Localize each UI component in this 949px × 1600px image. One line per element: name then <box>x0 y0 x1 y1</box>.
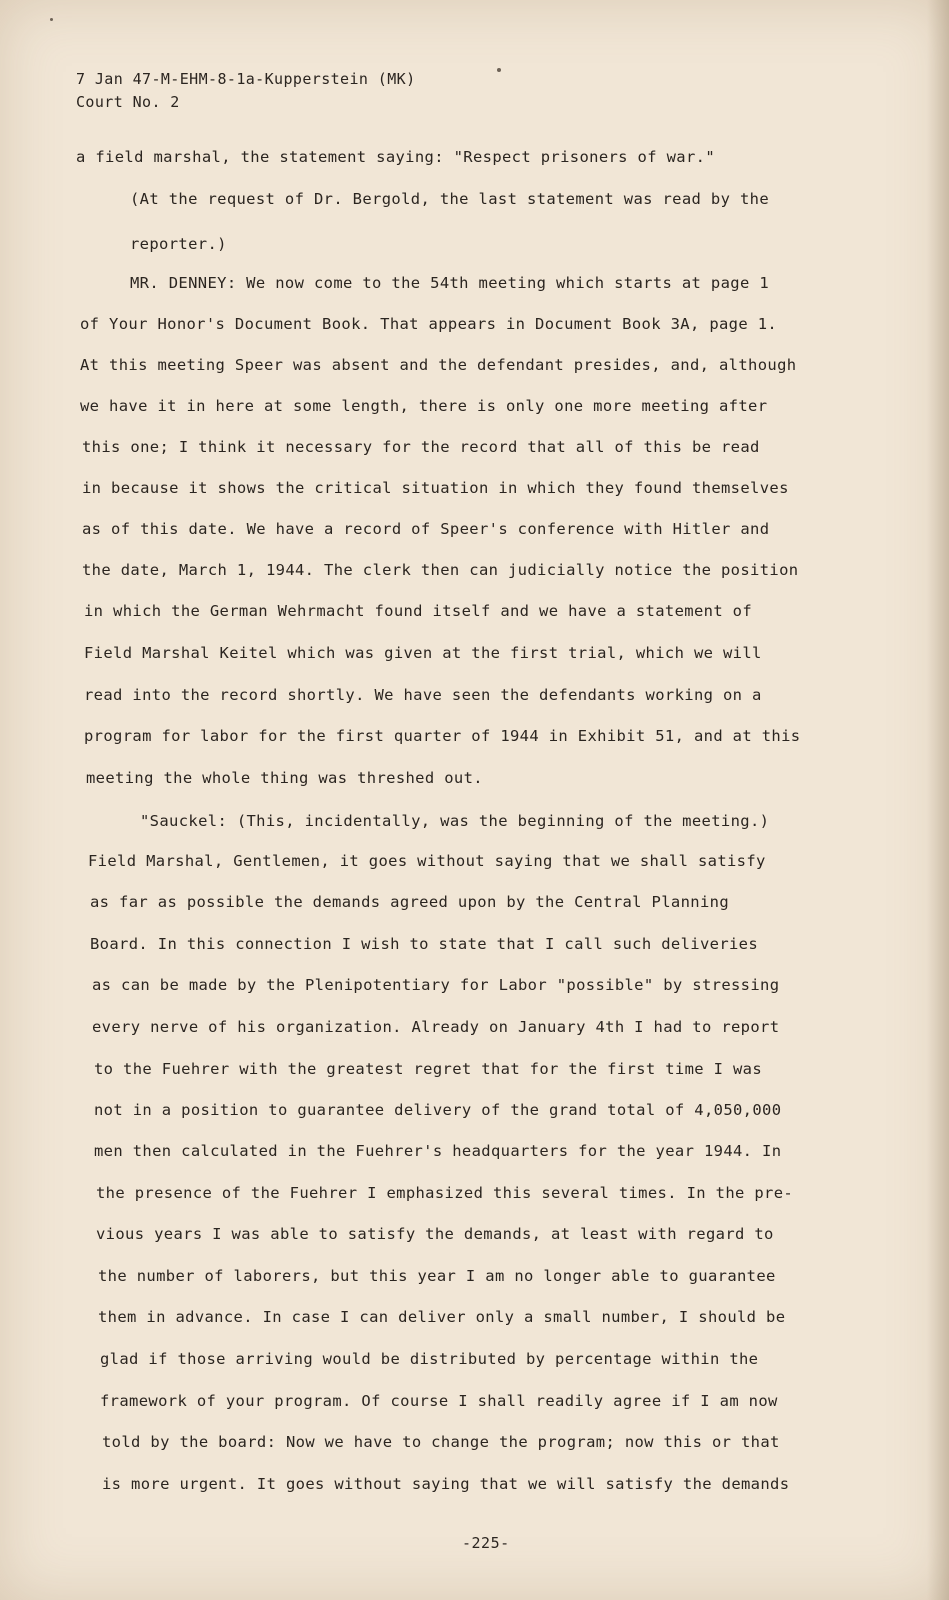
text-line: in which the German Wehrmacht found itself and we have a statement of <box>84 602 753 620</box>
text-line: in because it shows the critical situation in which they found themselves <box>82 479 789 497</box>
court-number: Court No. 2 <box>76 93 180 111</box>
text-line: this one; I think it necessary for the record that all of this be read <box>82 438 760 456</box>
text-line: Field Marshal, Gentlemen, it goes without saying that we shall satisfy <box>88 852 766 870</box>
text-line: MR. DENNEY: We now come to the 54th meeting which starts at page 1 <box>130 274 769 292</box>
text-line: glad if those arriving would be distributed by percentage within the <box>100 1350 759 1368</box>
text-line: reporter.) <box>130 235 227 253</box>
text-line: framework of your program. Of course I shall readily agree if I am now <box>100 1392 778 1410</box>
text-line: of Your Honor's Document Book. That appears in Document Book 3A, page 1. <box>80 315 778 333</box>
text-line: (At the request of Dr. Bergold, the last statement was read by the <box>130 190 769 208</box>
text-line: as can be made by the Plenipotentiary for Labor "possible" by stressing <box>92 976 780 994</box>
text-line: is more urgent. It goes without saying that we will satisfy the demands <box>102 1475 790 1493</box>
text-line: meeting the whole thing was threshed out. <box>86 769 483 787</box>
text-line: vious years I was able to satisfy the demands, at least with regard to <box>96 1225 774 1243</box>
text-line: At this meeting Speer was absent and the defendant presides, and, although <box>80 356 797 374</box>
text-line: Board. In this connection I wish to state that I call such deliveries <box>90 935 759 953</box>
text-line: to the Fuehrer with the greatest regret that for the first time I was <box>94 1060 763 1078</box>
text-line: the number of laborers, but this year I am no longer able to guarantee <box>98 1267 776 1285</box>
text-line: a field marshal, the statement saying: "Respect prisoners of war." <box>76 148 715 166</box>
paper-speck <box>497 68 501 72</box>
text-line: every nerve of his organization. Already on January 4th I had to report <box>92 1018 780 1036</box>
text-line: program for labor for the first quarter of 1944 in Exhibit 51, and at this <box>84 727 801 745</box>
text-line: not in a position to guarantee delivery of the grand total of 4,050,000 <box>94 1101 782 1119</box>
text-line: them in advance. In case I can deliver only a small number, I should be <box>98 1308 786 1326</box>
text-line: "Sauckel: (This, incidentally, was the beginning of the meeting.) <box>140 812 770 830</box>
text-line: men then calculated in the Fuehrer's headquarters for the year 1944. In <box>94 1142 782 1160</box>
text-line: the presence of the Fuehrer I emphasized this several times. In the pre- <box>96 1184 794 1202</box>
text-line: told by the board: Now we have to change the program; now this or that <box>102 1433 780 1451</box>
text-line: Field Marshal Keitel which was given at the first trial, which we will <box>84 644 762 662</box>
page-number: -225- <box>462 1534 510 1552</box>
text-line: as far as possible the demands agreed upon by the Central Planning <box>90 893 729 911</box>
text-line: the date, March 1, 1944. The clerk then can judicially notice the position <box>82 561 799 579</box>
paper-speck <box>50 18 53 21</box>
text-line: as of this date. We have a record of Speer's conference with Hitler and <box>82 520 770 538</box>
document-reference: 7 Jan 47-M-EHM-8-1a-Kupperstein (MK) <box>76 70 416 88</box>
text-line: we have it in here at some length, there is only one more meeting after <box>80 397 768 415</box>
text-line: read into the record shortly. We have seen the defendants working on a <box>84 686 762 704</box>
